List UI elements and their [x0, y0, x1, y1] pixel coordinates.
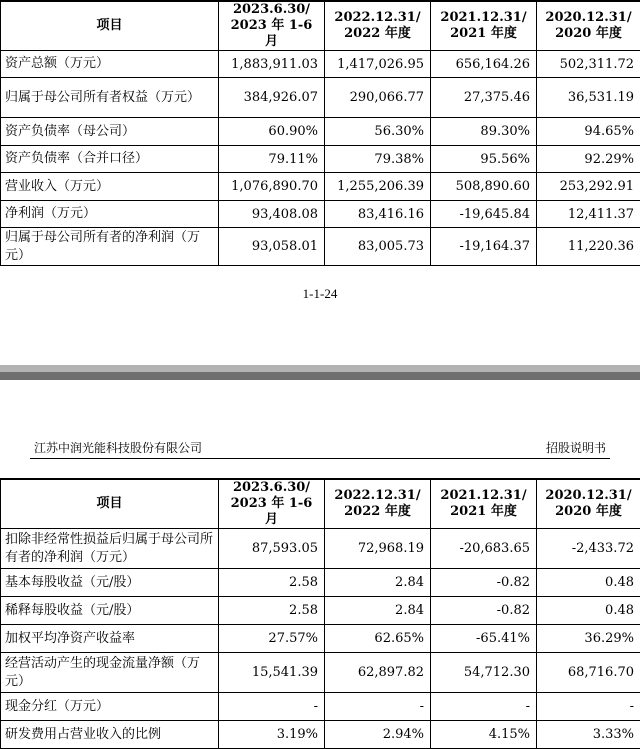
cell-value: 89.30% [431, 118, 537, 146]
financial-table-bottom [0, 478, 640, 749]
cell-value: 1,255,206.39 [325, 173, 431, 201]
cell-value: 502,311.72 [537, 51, 640, 78]
row-label: 稀释每股收益（元/股） [1, 597, 219, 625]
cell-value: -0.82 [431, 569, 537, 597]
cell-value: - [325, 693, 431, 721]
cell-value: -19,645.84 [431, 201, 537, 228]
cell-value: 2.84 [325, 569, 431, 597]
row-label: 扣除非经常性损益后归属于母公司所有者的净利润（万元） [1, 529, 219, 569]
cell-value: 2.58 [219, 569, 325, 597]
cell-value: 0.48 [537, 597, 640, 625]
running-header-company: 江苏中润光能科技股份有限公司 [34, 439, 202, 456]
table-row [1, 118, 640, 146]
page-break-shadow [0, 372, 640, 380]
page-number: 1-1-24 [0, 286, 640, 302]
row-label: 归属于母公司所有者权益（万元） [1, 78, 219, 118]
cell-value: - [431, 693, 537, 721]
cell-value: 93,058.01 [219, 228, 325, 266]
cell-value: - [219, 693, 325, 721]
cell-value: 0.48 [537, 569, 640, 597]
cell-value: 15,541.39 [219, 653, 325, 693]
row-label: 经营活动产生的现金流量净额（万元） [1, 653, 219, 693]
cell-value: 3.19% [219, 721, 325, 749]
cell-value: 83,416.16 [325, 201, 431, 228]
table-row [1, 569, 640, 597]
cell-value: 1,883,911.03 [219, 51, 325, 78]
header-2022: 2022.12.31/ 2022 年度 [325, 479, 431, 529]
cell-value: -65.41% [431, 625, 537, 653]
cell-value: 11,220.36 [537, 228, 640, 266]
cell-value: 253,292.91 [537, 173, 640, 201]
cell-value: 2.94% [325, 721, 431, 749]
cell-value: 36.29% [537, 625, 640, 653]
table-row [1, 173, 640, 201]
row-label: 资产负债率（母公司） [1, 118, 219, 146]
row-label: 归属于母公司所有者的净利润（万元） [1, 228, 219, 266]
cell-value: 79.38% [325, 146, 431, 173]
row-label: 基本每股收益（元/股） [1, 569, 219, 597]
row-label: 加权平均净资产收益率 [1, 625, 219, 653]
table-row [1, 51, 640, 78]
table-row [1, 201, 640, 228]
row-label: 研发费用占营业收入的比例 [1, 721, 219, 749]
table-row [1, 228, 640, 266]
cell-value: -2,433.72 [537, 529, 640, 569]
table-row [1, 653, 640, 693]
cell-value: 12,411.37 [537, 201, 640, 228]
cell-value: -19,164.37 [431, 228, 537, 266]
table-row [1, 693, 640, 721]
header-2021: 2021.12.31/ 2021 年度 [431, 479, 537, 529]
table-header-row [1, 1, 640, 51]
table-row [1, 625, 640, 653]
table-row [1, 529, 640, 569]
header-2020: 2020.12.31/ 2020 年度 [537, 479, 640, 529]
cell-value: 79.11% [219, 146, 325, 173]
cell-value: 3.33% [537, 721, 640, 749]
table-row [1, 146, 640, 173]
cell-value: 656,164.26 [431, 51, 537, 78]
cell-value: 95.56% [431, 146, 537, 173]
row-label: 资产负债率（合并口径） [1, 146, 219, 173]
cell-value: 83,005.73 [325, 228, 431, 266]
cell-value: 27.57% [219, 625, 325, 653]
cell-value: 36,531.19 [537, 78, 640, 118]
row-label: 资产总额（万元） [1, 51, 219, 78]
cell-value: 93,408.08 [219, 201, 325, 228]
table-row [1, 597, 640, 625]
cell-value: - [537, 693, 640, 721]
header-2020: 2020.12.31/ 2020 年度 [537, 1, 640, 51]
cell-value: 87,593.05 [219, 529, 325, 569]
row-label: 现金分红（万元） [1, 693, 219, 721]
financial-table-top [0, 0, 640, 266]
header-item: 项目 [1, 1, 219, 51]
header-2022: 2022.12.31/ 2022 年度 [325, 1, 431, 51]
cell-value: 62,897.82 [325, 653, 431, 693]
header-2023: 2023.6.30/ 2023 年 1-6 月 [219, 479, 325, 529]
row-label: 营业收入（万元） [1, 173, 219, 201]
row-label: 净利润（万元） [1, 201, 219, 228]
cell-value: 68,716.70 [537, 653, 640, 693]
cell-value: 1,076,890.70 [219, 173, 325, 201]
cell-value: 62.65% [325, 625, 431, 653]
cell-value: 1,417,026.95 [325, 51, 431, 78]
cell-value: 54,712.30 [431, 653, 537, 693]
cell-value: 2.58 [219, 597, 325, 625]
table-row [1, 78, 640, 118]
cell-value: 94.65% [537, 118, 640, 146]
table-header-row [1, 479, 640, 529]
cell-value: 2.84 [325, 597, 431, 625]
header-2021: 2021.12.31/ 2021 年度 [431, 1, 537, 51]
cell-value: 384,926.07 [219, 78, 325, 118]
cell-value: 290,066.77 [325, 78, 431, 118]
cell-value: 72,968.19 [325, 529, 431, 569]
cell-value: 92.29% [537, 146, 640, 173]
header-item: 项目 [1, 479, 219, 529]
header-2023: 2023.6.30/ 2023 年 1-6 月 [219, 1, 325, 51]
running-header-doc-type: 招股说明书 [546, 439, 606, 456]
cell-value: 4.15% [431, 721, 537, 749]
header-divider [30, 458, 610, 459]
cell-value: -20,683.65 [431, 529, 537, 569]
cell-value: 508,890.60 [431, 173, 537, 201]
cell-value: 56.30% [325, 118, 431, 146]
cell-value: -0.82 [431, 597, 537, 625]
cell-value: 27,375.46 [431, 78, 537, 118]
cell-value: 60.90% [219, 118, 325, 146]
